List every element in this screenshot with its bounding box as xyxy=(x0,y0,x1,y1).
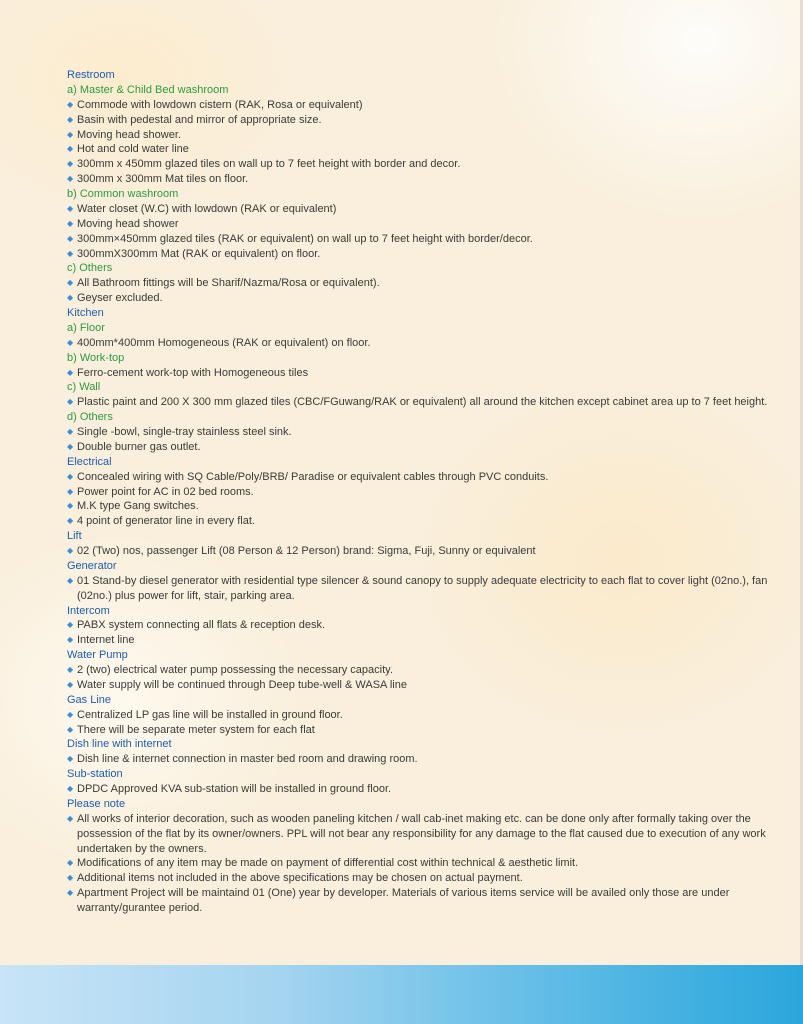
list-item: ◆ All Bathroom fittings will be Sharif/Nazma/Rosa or equivalent). xyxy=(67,276,787,291)
list-item: ◆ Moving head shower. xyxy=(67,128,787,143)
section-heading: Dish line with internet xyxy=(67,738,172,751)
list-item: ◆ 300mm×450mm glazed tiles (RAK or equivalent) on wall up to 7 feet height with border/decor. xyxy=(67,232,787,247)
list-item: ◆ 4 point of generator line in every flat. xyxy=(67,514,787,529)
section-heading: Restroom xyxy=(67,69,115,81)
section-heading: Please note xyxy=(67,797,126,810)
list-item: ◆ 300mm x 450mm glazed tiles on wall up to 7 feet height with border and decor. xyxy=(67,157,787,172)
list-item: ◆ Commode with lowdown cistern (RAK, Rosa or equivalent) xyxy=(67,98,787,113)
subsection-heading: b) Work-top xyxy=(67,351,125,364)
list-item: ◆ Ferro-cement work-top with Homogeneous tiles xyxy=(67,366,787,381)
list-item: ◆ Hot and cold water line xyxy=(67,142,787,157)
specifications-list xyxy=(67,68,787,916)
list-item: ◆ Water closet (W.C) with lowdown (RAK or equivalent) xyxy=(67,202,787,217)
list-item: ◆ Double burner gas outlet. xyxy=(67,440,787,455)
section-heading: Gas Line xyxy=(67,693,112,706)
list-item: ◆ PABX system connecting all flats & reception desk. xyxy=(67,618,787,633)
list-item: ◆ Plastic paint and 200 X 300 mm glazed tiles (CBC/FGuwang/RAK or equivalent) all around the kitchen except cabinet area up to 7 feet height. xyxy=(67,395,787,410)
list-item: ◆ 400mm*400mm Homogeneous (RAK or equivalent) on floor. xyxy=(67,336,787,351)
subsection-heading: b) Common washroom xyxy=(67,188,179,200)
subsection-heading: a) Master & Child Bed washroom xyxy=(67,83,229,96)
list-item: ◆ 02 (Two) nos, passenger Lift (08 Person & 12 Person) brand: Sigma, Fuji, Sunny or equivalent xyxy=(67,544,787,559)
subsection-heading: d) Others xyxy=(67,411,113,424)
list-item: ◆ 2 (two) electrical water pump possessing the necessary capacity. xyxy=(67,663,787,678)
list-item: ◆ 300mm x 300mm Mat tiles on floor. xyxy=(67,172,787,187)
list-item: ◆ Internet line xyxy=(67,633,787,648)
section-heading: Generator xyxy=(67,559,117,572)
footer-band xyxy=(0,965,803,1024)
list-item: ◆ M.K type Gang switches. xyxy=(67,499,787,514)
list-item: ◆ Water supply will be continued through Deep tube-well & WASA line xyxy=(67,678,787,693)
list-item: ◆ Concealed wiring with SQ Cable/Poly/BRB/ Paradise or equivalent cables through PVC conduits. xyxy=(67,470,787,485)
section-heading: Lift xyxy=(67,530,82,543)
subsection-heading: c) Wall xyxy=(67,381,101,394)
section-heading: Water Pump xyxy=(67,649,128,662)
section-heading: Intercom xyxy=(67,604,110,617)
subsection-heading: c) Others xyxy=(67,262,113,275)
section-heading: Electrical xyxy=(67,455,112,468)
subsection-heading: a) Floor xyxy=(67,321,105,334)
list-item: ◆ 01 Stand-by diesel generator with residential type silencer & sound canopy to supply adequate electricity to each flat to cover light (02no.), fan (02no.) plus power for lift, stair, parking area. xyxy=(67,574,787,604)
section-heading: Sub-station xyxy=(67,768,123,781)
list-item: ◆ Basin with pedestal and mirror of appropriate size. xyxy=(67,113,787,128)
list-item: ◆ Single -bowl, single-tray stainless steel sink. xyxy=(67,425,787,440)
list-item: ◆ Additional items not included in the above specifications may be chosen on actual payment. xyxy=(67,871,787,886)
list-item: ◆ Modifications of any item may be made on payment of differential cost within technical & aesthetic limit. xyxy=(67,856,787,871)
list-item: ◆ Geyser excluded. xyxy=(67,291,787,306)
list-item: ◆ Apartment Project will be maintaind 01 (One) year by developer. Materials of various items service will be availed only those are under warranty/gurantee period. xyxy=(67,886,787,916)
list-item: ◆ DPDC Approved KVA sub-station will be installed in ground floor. xyxy=(67,782,787,797)
list-item: ◆ Centralized LP gas line will be installed in ground floor. xyxy=(67,708,787,723)
list-item: ◆ There will be separate meter system for each flat xyxy=(67,723,787,738)
list-item: ◆ Moving head shower xyxy=(67,217,787,232)
list-item: ◆ 300mmX300mm Mat (RAK or equivalent) on floor. xyxy=(67,247,787,262)
list-item: ◆ All works of interior decoration, such as wooden paneling kitchen / wall cab-inet making etc. can be done only after formally taking over the possession of the flat by its owner/owners. PPL will not bear any responsibility for any damage to the flat caused due to execution of any work undertaken by the owners. xyxy=(67,812,787,857)
list-item: ◆ Dish line & internet connection in master bed room and drawing room. xyxy=(67,752,787,767)
section-heading: Kitchen xyxy=(67,307,104,319)
list-item: ◆ Power point for AC in 02 bed rooms. xyxy=(67,485,787,500)
